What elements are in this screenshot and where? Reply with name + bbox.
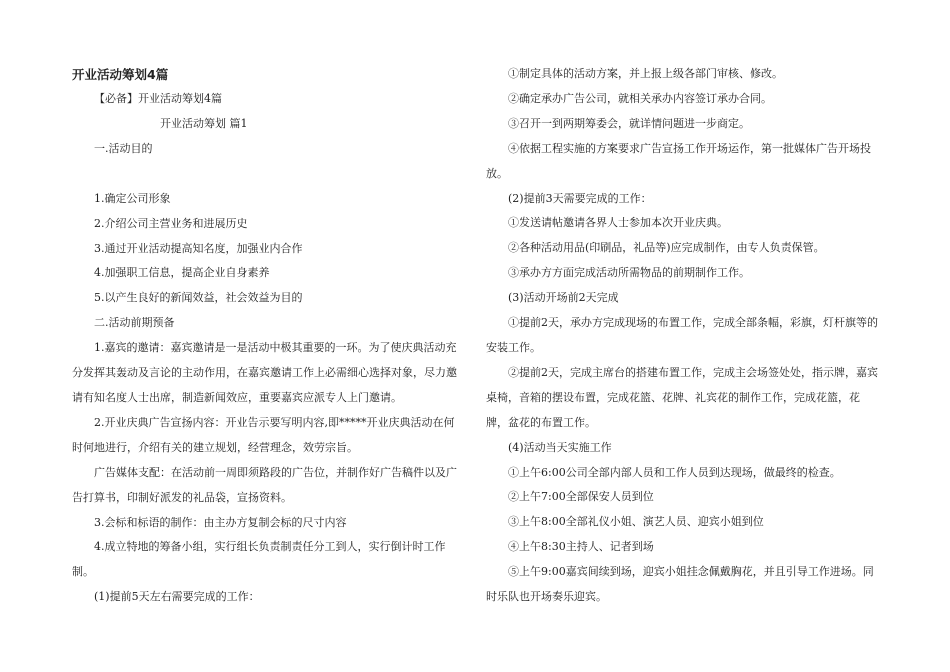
paragraph: 4.加强职工信息，提高企业自身素养: [94, 266, 270, 280]
paragraph: (4)活动当天实施工作: [508, 440, 612, 454]
paragraph: 3.通过开业活动提高知名度，加强业内合作: [94, 241, 303, 255]
paragraph: (1)提前5天左右需要完成的工作：: [94, 590, 260, 604]
section-heading: 开业活动筹划 篇1: [160, 116, 248, 130]
paragraph: ②各种活动用品(印刷品，礼品等)应完成制作，由专人负责保管。: [508, 241, 825, 255]
paragraph: ③承办方方面完成活动所需物品的前期制作工作。: [508, 266, 750, 280]
blank-line: [72, 162, 464, 187]
paragraph: ②确定承办广告公司，就相关承办内容签订承办合同。: [508, 91, 772, 105]
paragraph: 4.成立特地的筹备小组，实行组长负责制责任分工到人，实行倒计时工作制。: [72, 540, 446, 579]
document-subtitle: 【必备】开业活动筹划4篇: [94, 92, 222, 105]
paragraph: ③上午8:00全部礼仪小姐、演艺人员、迎宾小姐到位: [508, 515, 764, 529]
paragraph: 一.活动目的: [94, 141, 153, 155]
paragraph: 1.嘉宾的邀请：嘉宾邀请是一是活动中极其重要的一环。为了使庆典活动充分发挥其轰动及言论的主动作用，在嘉宾邀请工作上必需细心选择对象，尽力邀请有知名度人士出席，制造新闻效应，重要嘉宾应派专人上门邀请。: [72, 341, 457, 404]
paragraph: 5.以产生良好的新闻效益，社会效益为目的: [94, 291, 303, 305]
paragraph: 2.介绍公司主营业务和进展历史: [94, 216, 248, 230]
paragraph: ①制定具体的活动方案，并上报上级各部门审核、修改。: [508, 67, 783, 80]
paragraph: (3)活动开场前2天完成: [508, 291, 619, 305]
paragraph: (2)提前3天需要完成的工作：: [508, 191, 652, 205]
paragraph: ④上午8:30主持人、记者到场: [508, 540, 654, 554]
paragraph: ①发送请帖邀请各界人士参加本次开业庆典。: [508, 216, 728, 230]
paragraph: ①上午6:00公司全部内部人员和工作人员到达现场，做最终的检查。: [508, 465, 841, 479]
left-column: [72, 62, 464, 610]
paragraph: 3.会标和标语的制作：由主办方复制会标的尺寸内容: [94, 515, 347, 529]
paragraph: ②上午7:00全部保安人员到位: [508, 490, 654, 504]
document-title: 开业活动筹划4篇: [72, 67, 169, 82]
right-column: [486, 62, 878, 610]
paragraph: ④依据工程实施的方案要求广告宣扬工作开场运作，第一批媒体广告开场投放。: [486, 141, 871, 180]
paragraph: 1.确定公司形象: [94, 191, 171, 205]
paragraph: 广告媒体支配：在活动前一周即须路段的广告位，并制作好广告稿件以及广告打算书，印制好派发的礼品袋，宣扬资料。: [72, 465, 457, 504]
paragraph: ②提前2天，完成主席台的搭建布置工作，完成主会场签处处，指示牌，嘉宾桌椅，音箱的摆设布置，完成花篮、花牌、礼宾花的制作工作，完成花篮，花牌，盆花的布置工作。: [486, 365, 878, 429]
paragraph: ①提前2天，承办方完成现场的布置工作，完成全部条幅，彩旗，灯杆旗等的安装工作。: [486, 316, 878, 354]
paragraph: ⑤上午9:00嘉宾间续到场，迎宾小姐挂念佩戴胸花，并且引导工作进场。同时乐队也开场奏乐迎宾。: [486, 565, 874, 604]
paragraph: 2.开业庆典广告宣扬内容：开业告示要写明内容,即*****开业庆典活动在何时何地进行，介绍有关的建立规划，经营理念，效劳宗旨。: [72, 415, 455, 454]
paragraph: 二.活动前期预备: [94, 316, 175, 330]
paragraph: ③召开一到两期筹委会，就详情问题进一步商定。: [508, 116, 750, 130]
